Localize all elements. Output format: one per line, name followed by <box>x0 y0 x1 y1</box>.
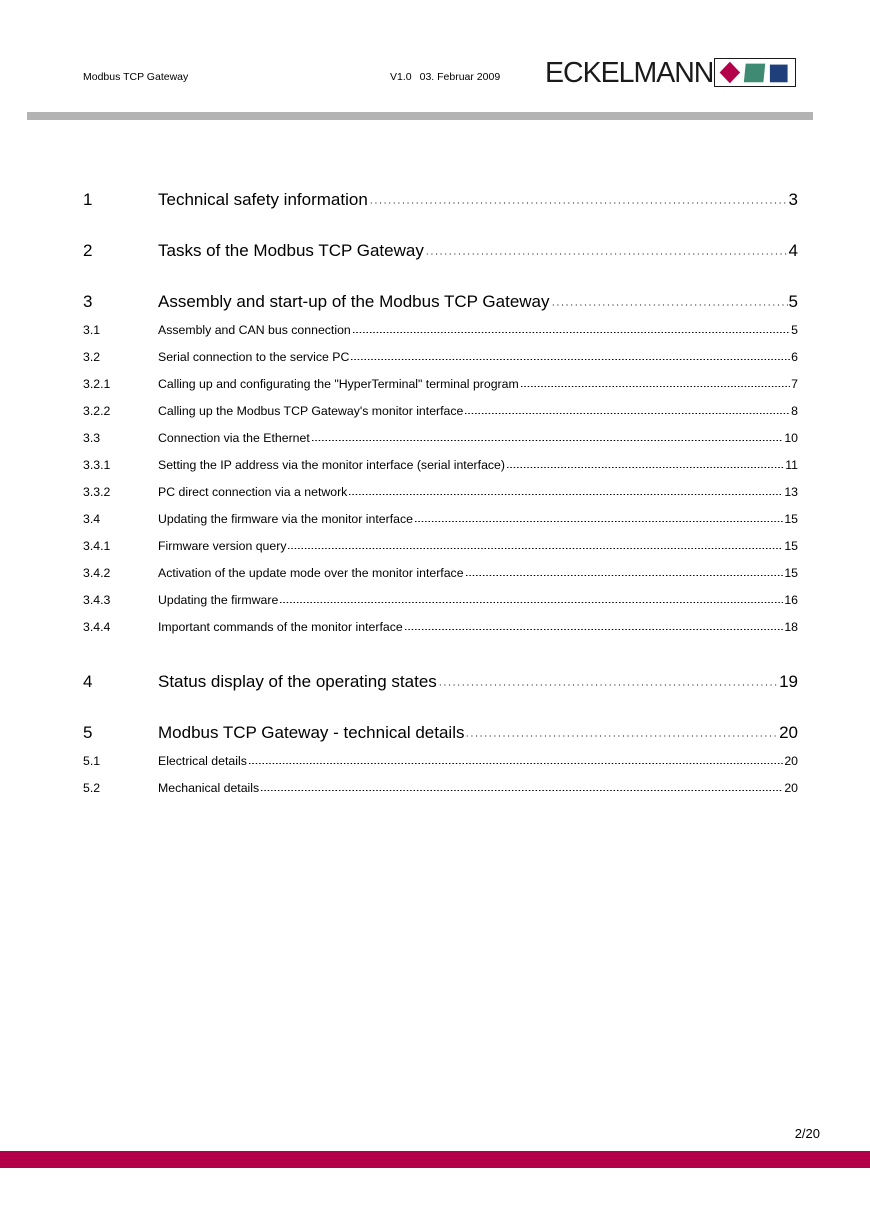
toc-entry-title: Technical safety information <box>158 190 368 209</box>
toc-entry[interactable] <box>83 723 798 749</box>
table-of-contents <box>83 190 798 808</box>
toc-entry-page: 20 <box>784 754 798 768</box>
toc-entry-title: PC direct connection via a network <box>158 485 348 499</box>
toc-entry-number: 3.2 <box>83 350 101 364</box>
toc-entry-title: Connection via the Ethernet <box>158 431 310 445</box>
toc-entry-title: Tasks of the Modbus TCP Gateway <box>158 241 424 260</box>
toc-entry[interactable] <box>83 404 798 431</box>
toc-entry-number: 3 <box>83 292 93 311</box>
toc-dot-leader <box>465 574 784 577</box>
toc-entry-number: 3.2.2 <box>83 404 111 418</box>
version-number: V1.0 <box>390 71 412 83</box>
toc-entry[interactable] <box>83 781 798 808</box>
toc-dot-leader <box>404 628 784 631</box>
toc-entry-number: 3.3.2 <box>83 485 111 499</box>
toc-entry-page: 20 <box>784 781 798 795</box>
toc-entry-title: Activation of the update mode over the monitor interface <box>158 566 464 580</box>
toc-entry-page: 6 <box>791 350 798 364</box>
toc-dot-leader <box>369 201 788 205</box>
toc-dot-leader <box>248 762 783 765</box>
toc-entry[interactable] <box>83 190 798 216</box>
toc-entry[interactable] <box>83 672 798 698</box>
toc-entry-title: Assembly and start-up of the Modbus TCP Gateway <box>158 292 550 311</box>
toc-dot-leader <box>350 358 790 361</box>
toc-entry-number: 5.2 <box>83 781 101 795</box>
toc-dot-leader <box>465 734 778 738</box>
version-info <box>390 71 508 83</box>
header-divider <box>27 112 813 120</box>
logo-square-green <box>744 64 765 83</box>
footer-bar <box>0 1151 870 1168</box>
toc-dot-leader <box>287 547 783 550</box>
page-number: 2/20 <box>794 1126 820 1141</box>
toc-entry-page: 15 <box>784 512 798 526</box>
toc-dot-leader <box>414 520 783 523</box>
document-title: Modbus TCP Gateway <box>83 71 189 83</box>
toc-entry-page: 10 <box>784 431 798 445</box>
document-date: 03. Februar 2009 <box>419 71 501 83</box>
toc-entry[interactable] <box>83 292 798 318</box>
toc-entry-page: 19 <box>779 672 798 691</box>
toc-entry-page: 7 <box>791 377 798 391</box>
toc-entry-title: Modbus TCP Gateway - technical details <box>158 723 465 742</box>
logo-square-blue <box>770 65 788 83</box>
toc-dot-leader <box>425 252 788 256</box>
toc-entry-number: 3.2.1 <box>83 377 111 391</box>
toc-entry-page: 4 <box>788 241 798 260</box>
toc-entry[interactable] <box>83 539 798 566</box>
toc-entry[interactable] <box>83 241 798 267</box>
toc-entry-number: 1 <box>83 190 93 209</box>
toc-entry-page: 5 <box>788 292 798 311</box>
toc-dot-leader <box>464 412 790 415</box>
toc-entry-page: 15 <box>784 566 798 580</box>
toc-entry-title: Calling up the Modbus TCP Gateway's monitor interface <box>158 404 464 418</box>
toc-entry-title: Serial connection to the service PC <box>158 350 350 364</box>
toc-entry-number: 3.3.1 <box>83 458 111 472</box>
toc-entry[interactable] <box>83 620 798 647</box>
toc-entry-title: Updating the firmware via the monitor interface <box>158 512 413 526</box>
toc-dot-leader <box>551 303 788 307</box>
toc-entry[interactable] <box>83 458 798 485</box>
toc-dot-leader <box>311 439 784 442</box>
toc-entry-number: 3.1 <box>83 323 101 337</box>
toc-entry[interactable] <box>83 431 798 458</box>
toc-entry-page: 11 <box>785 458 798 472</box>
toc-entry-title: Electrical details <box>158 754 247 768</box>
toc-entry-title: Firmware version query <box>158 539 287 553</box>
toc-entry[interactable] <box>83 566 798 593</box>
toc-dot-leader <box>438 683 778 687</box>
toc-entry-page: 20 <box>779 723 798 742</box>
toc-dot-leader <box>352 331 790 334</box>
toc-entry[interactable] <box>83 323 798 350</box>
toc-entry-title: Status display of the operating states <box>158 672 437 691</box>
toc-entry-number: 3.4.3 <box>83 593 111 607</box>
toc-entry-page: 5 <box>791 323 798 337</box>
toc-entry-number: 2 <box>83 241 93 260</box>
toc-entry[interactable] <box>83 350 798 377</box>
toc-dot-leader <box>260 789 783 792</box>
toc-entry-number: 3.4.1 <box>83 539 111 553</box>
toc-dot-leader <box>506 466 784 469</box>
toc-entry-title: Assembly and CAN bus connection <box>158 323 351 337</box>
toc-dot-leader <box>348 493 783 496</box>
toc-entry-page: 8 <box>791 404 798 418</box>
toc-entry-number: 5 <box>83 723 93 742</box>
toc-entry[interactable] <box>83 512 798 539</box>
toc-entry[interactable] <box>83 593 798 620</box>
logo-diamond-red <box>720 62 740 83</box>
toc-entry-title: Calling up and configurating the "HyperTerminal" terminal program <box>158 377 519 391</box>
logo-wordmark: ECKELMANN <box>545 57 714 89</box>
toc-entry-title: Mechanical details <box>158 781 260 795</box>
toc-entry-number: 3.4.2 <box>83 566 111 580</box>
toc-entry[interactable] <box>83 485 798 512</box>
toc-entry-page: 3 <box>788 190 798 209</box>
toc-entry-title: Setting the IP address via the monitor interface (serial interface) <box>158 458 505 472</box>
logo-squares-icon <box>714 58 796 87</box>
toc-entry[interactable] <box>83 377 798 404</box>
toc-dot-leader <box>520 385 790 388</box>
toc-dot-leader <box>279 601 783 604</box>
toc-entry-page: 18 <box>784 620 798 634</box>
toc-entry-number: 3.4.4 <box>83 620 111 634</box>
toc-entry-page: 15 <box>784 539 798 553</box>
toc-entry-number: 4 <box>83 672 93 691</box>
toc-entry-title: Important commands of the monitor interface <box>158 620 403 634</box>
toc-entry-number: 5.1 <box>83 754 101 768</box>
toc-entry-title: Updating the firmware <box>158 593 279 607</box>
toc-entry-page: 13 <box>784 485 798 499</box>
toc-entry-page: 16 <box>784 593 798 607</box>
toc-entry-number: 3.3 <box>83 431 101 445</box>
toc-entry[interactable] <box>83 754 798 781</box>
toc-entry-number: 3.4 <box>83 512 101 526</box>
